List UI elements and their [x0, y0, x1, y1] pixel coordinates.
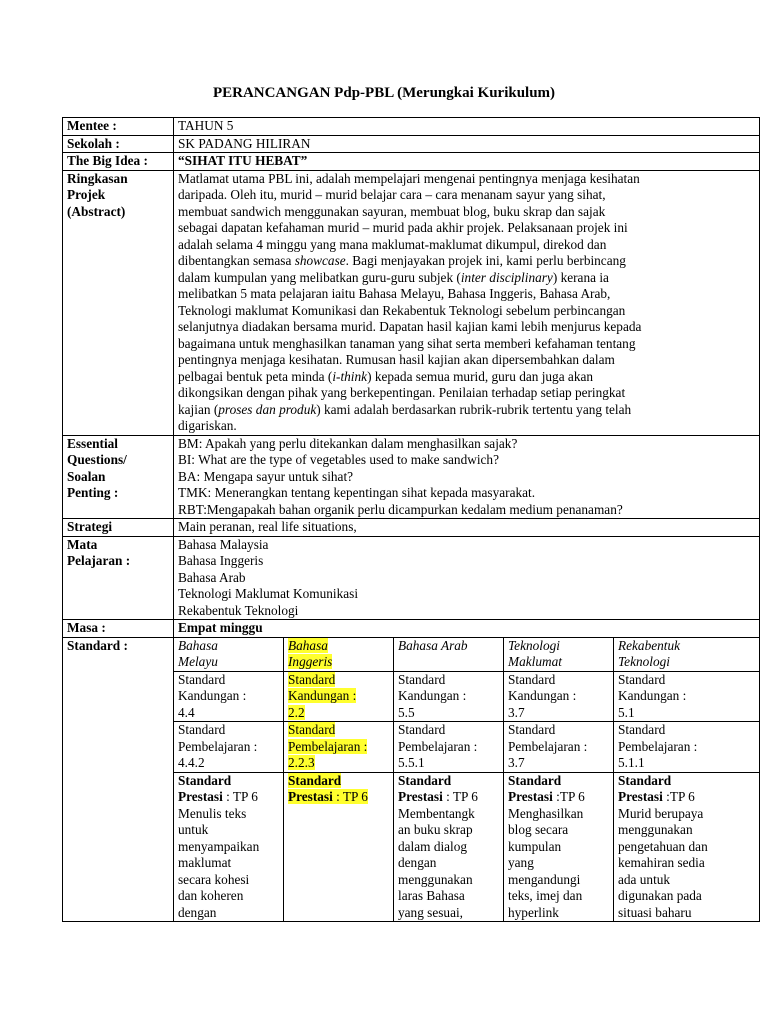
- subject-item: Rekabentuk Teknologi: [178, 602, 299, 618]
- pembelajaran-bm: Standard Pembelajaran : 4.4.2: [174, 722, 284, 773]
- essential-questions-list: [174, 435, 760, 519]
- subject-header-ba: Bahasa Arab: [394, 637, 504, 671]
- row-mata-pelajaran: [63, 536, 760, 620]
- row-essential-questions: [63, 435, 760, 519]
- question-bm: BM: Apakah yang perlu ditekankan dalam menghasilkan sajak?: [178, 435, 518, 451]
- kandungan-bi: Standard Kandungan : 2.2: [284, 671, 394, 722]
- essential-label: Essential Questions/ Soalan Penting :: [63, 435, 174, 519]
- strategi-label: Strategi: [63, 519, 174, 537]
- pembelajaran-rbt: Standard Pembelajaran : 5.1.1: [614, 722, 760, 773]
- kandungan-rbt: Standard Kandungan : 5.1: [614, 671, 760, 722]
- row-mentee: [63, 118, 760, 136]
- subject-item: Bahasa Arab: [178, 569, 246, 585]
- prestasi-ba: Standard Prestasi : TP 6 Membentangk an buku skrap dalam dialog dengan menggunakan laras Bahasa yang sesuai,: [394, 772, 504, 922]
- kandungan-tmk: Standard Kandungan : 3.7: [504, 671, 614, 722]
- sekolah-value: SK PADANG HILIRAN: [174, 135, 760, 153]
- mentee-value: TAHUN 5: [174, 118, 760, 136]
- pembelajaran-bi: Standard Pembelajaran : 2.2.3: [284, 722, 394, 773]
- kandungan-ba: Standard Kandungan : 5.5: [394, 671, 504, 722]
- planning-table: [62, 117, 760, 922]
- mata-pelajaran-list: [174, 536, 760, 620]
- mata-pelajaran-label: Mata Pelajaran :: [63, 536, 174, 620]
- question-rbt: RBT:Mengapakah bahan organik perlu dicampurkan kedalam medium penanaman?: [178, 501, 623, 517]
- masa-label: Masa :: [63, 620, 174, 638]
- prestasi-bi: Standard Prestasi : TP 6: [284, 772, 394, 922]
- prestasi-tmk: Standard Prestasi :TP 6 Menghasilkan blog secara kumpulan yang mengandungi teks, imej dan hyperlink: [504, 772, 614, 922]
- ringkasan-label: Ringkasan Projek (Abstract): [63, 170, 174, 435]
- kandungan-bm: Standard Kandungan : 4.4: [174, 671, 284, 722]
- question-bi: BI: What are the type of vegetables used to make sandwich?: [178, 452, 499, 467]
- prestasi-bm: Standard Prestasi : TP 6 Menulis teks untuk menyampaikan maklumat secara kohesi dan koheren dengan: [174, 772, 284, 922]
- strategi-value: Main peranan, real life situations,: [174, 519, 760, 537]
- subject-item: Bahasa Inggeris: [178, 553, 264, 568]
- row-masa: [63, 620, 760, 638]
- row-sekolah: [63, 135, 760, 153]
- row-big-idea: [63, 153, 760, 171]
- standard-label: Standard :: [63, 637, 174, 922]
- row-ringkasan: [63, 170, 760, 435]
- subject-item: Teknologi Maklumat Komunikasi: [178, 586, 359, 601]
- ringkasan-text: Matlamat utama PBL ini, adalah mempelajari mengenai pentingnya menjaga kesihatan daripada. Oleh itu, murid – murid belajar cara – cara menanam sayur yang sihat, membuat sandwich menggunakan sayuran, membuat blog, buku skrap dan sajak sebagai dapatan kefahaman murid – murid pada akhir projek. Pelaksanaan projek ini adalah selama 4 minggu yang mana maklumat-maklumat dikumpul, direkod dan dibentangkan semasa showcase. Bagi menjayakan projek ini, kami perlu berbincang dalam kumpulan yang melibatkan guru-guru subjek (inter disciplinary) kerana ia melibatkan 5 mata pelajaran iaitu Bahasa Melayu, Bahasa Inggeris, Bahasa Arab, Teknologi maklumat Komunikasi dan Rekabentuk Teknologi sebelum perbincangan selanjutnya diadakan bersama murid. Dapatan hasil kajian kami lebih menjurus kepada bagaimana untuk menghasilkan tanaman yang sihat serta memberi kefahaman tentang pentingnya menjaga kesihatan. Rumusan hasil kajian akan dipersembahkan dalam pelbagai bentuk peta minda (i-think) kepada semua murid, guru dan juga akan dikongsikan dengan pihak yang berkepentingan. Penilaian terhadap setiap peringkat kajian (proses dan produk) kami adalah berdasarkan rubrik-rubrik tertentu yang telah digariskan.: [174, 170, 760, 435]
- pembelajaran-ba: Standard Pembelajaran : 5.5.1: [394, 722, 504, 773]
- question-tmk: TMK: Menerangkan tentang kepentingan sihat kepada masyarakat.: [178, 485, 536, 500]
- document-title: PERANCANGAN Pdp-PBL (Merungkai Kurikulum): [212, 85, 556, 101]
- sekolah-label: Sekolah :: [63, 135, 174, 153]
- row-standard-subjects: [63, 637, 760, 671]
- big-idea-value: “SIHAT ITU HEBAT”: [174, 153, 760, 171]
- pembelajaran-tmk: Standard Pembelajaran : 3.7: [504, 722, 614, 773]
- mentee-label: Mentee :: [63, 118, 174, 136]
- prestasi-rbt: Standard Prestasi :TP 6 Murid berupaya menggunakan pengetahuan dan kemahiran sedia ada untuk digunakan pada situasi baharu: [614, 772, 760, 922]
- masa-value: Empat minggu: [174, 620, 760, 638]
- big-idea-label: The Big Idea :: [63, 153, 174, 171]
- subject-header-bi: Bahasa Inggeris: [284, 637, 394, 671]
- subject-header-rbt: Rekabentuk Teknologi: [614, 637, 760, 671]
- subject-header-bm: Bahasa Melayu: [174, 637, 284, 671]
- row-strategi: [63, 519, 760, 537]
- subject-item: Bahasa Malaysia: [178, 536, 269, 552]
- question-ba: BA: Mengapa sayur untuk sihat?: [178, 468, 354, 484]
- subject-header-tmk: Teknologi Maklumat: [504, 637, 614, 671]
